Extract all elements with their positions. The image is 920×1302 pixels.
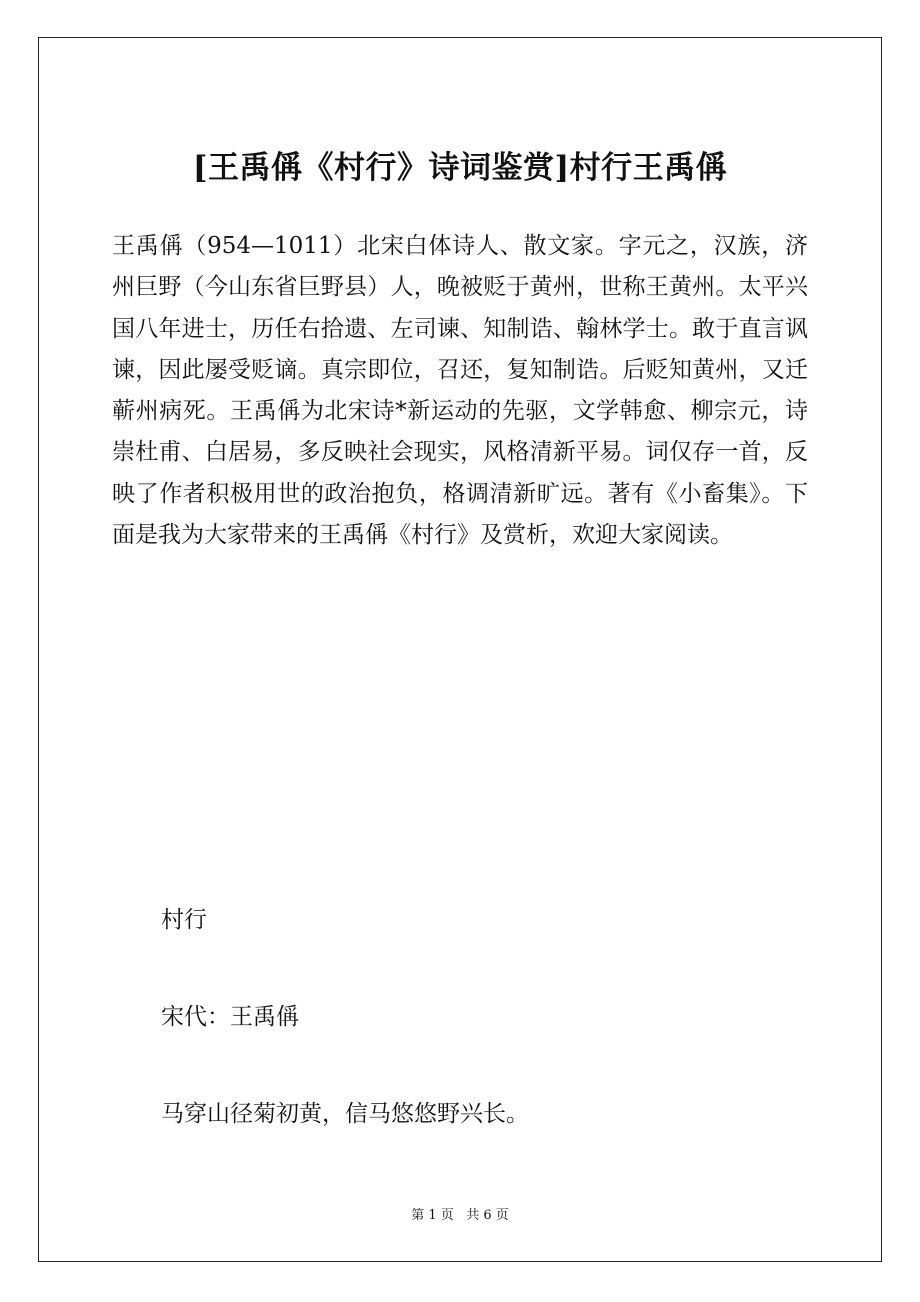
poem-title: 村行 <box>161 907 207 933</box>
page-border <box>38 37 882 1262</box>
poem-line: 马穿山径菊初黄，信马悠悠野兴长。 <box>161 1101 529 1127</box>
page-number-footer: 第 1 页 共 6 页 <box>411 1208 509 1223</box>
poem-author: 宋代：王禹偁 <box>161 1004 299 1030</box>
intro-paragraph: 王禹偁（954—1011）北宋白体诗人、散文家。字元之，汉族，济州巨野（今山东省巨野县）人，晚被贬于黄州，世称王黄州。太平兴国八年进士，历任右拾遗、左司谏、知制诰、翰林学士。敢于直言讽谏，因此屡受贬谪。真宗即位，召还，复知制诰。后贬知黄州，又迁蕲州病死。王禹偁为北宋诗*新运动的先驱，文学韩愈、柳宗元，诗崇杜甫、白居易，多反映社会现实，风格清新平易。词仅存一首，反映了作者积极用世的政治抱负，格调清新旷远。著有《小畜集》。下面是我为大家带来的王禹偁《村行》及赏析，欢迎大家阅读。 <box>112 233 808 549</box>
document-title: [王禹偁《村行》诗词鉴赏]村行王禹偁 <box>192 150 728 186</box>
